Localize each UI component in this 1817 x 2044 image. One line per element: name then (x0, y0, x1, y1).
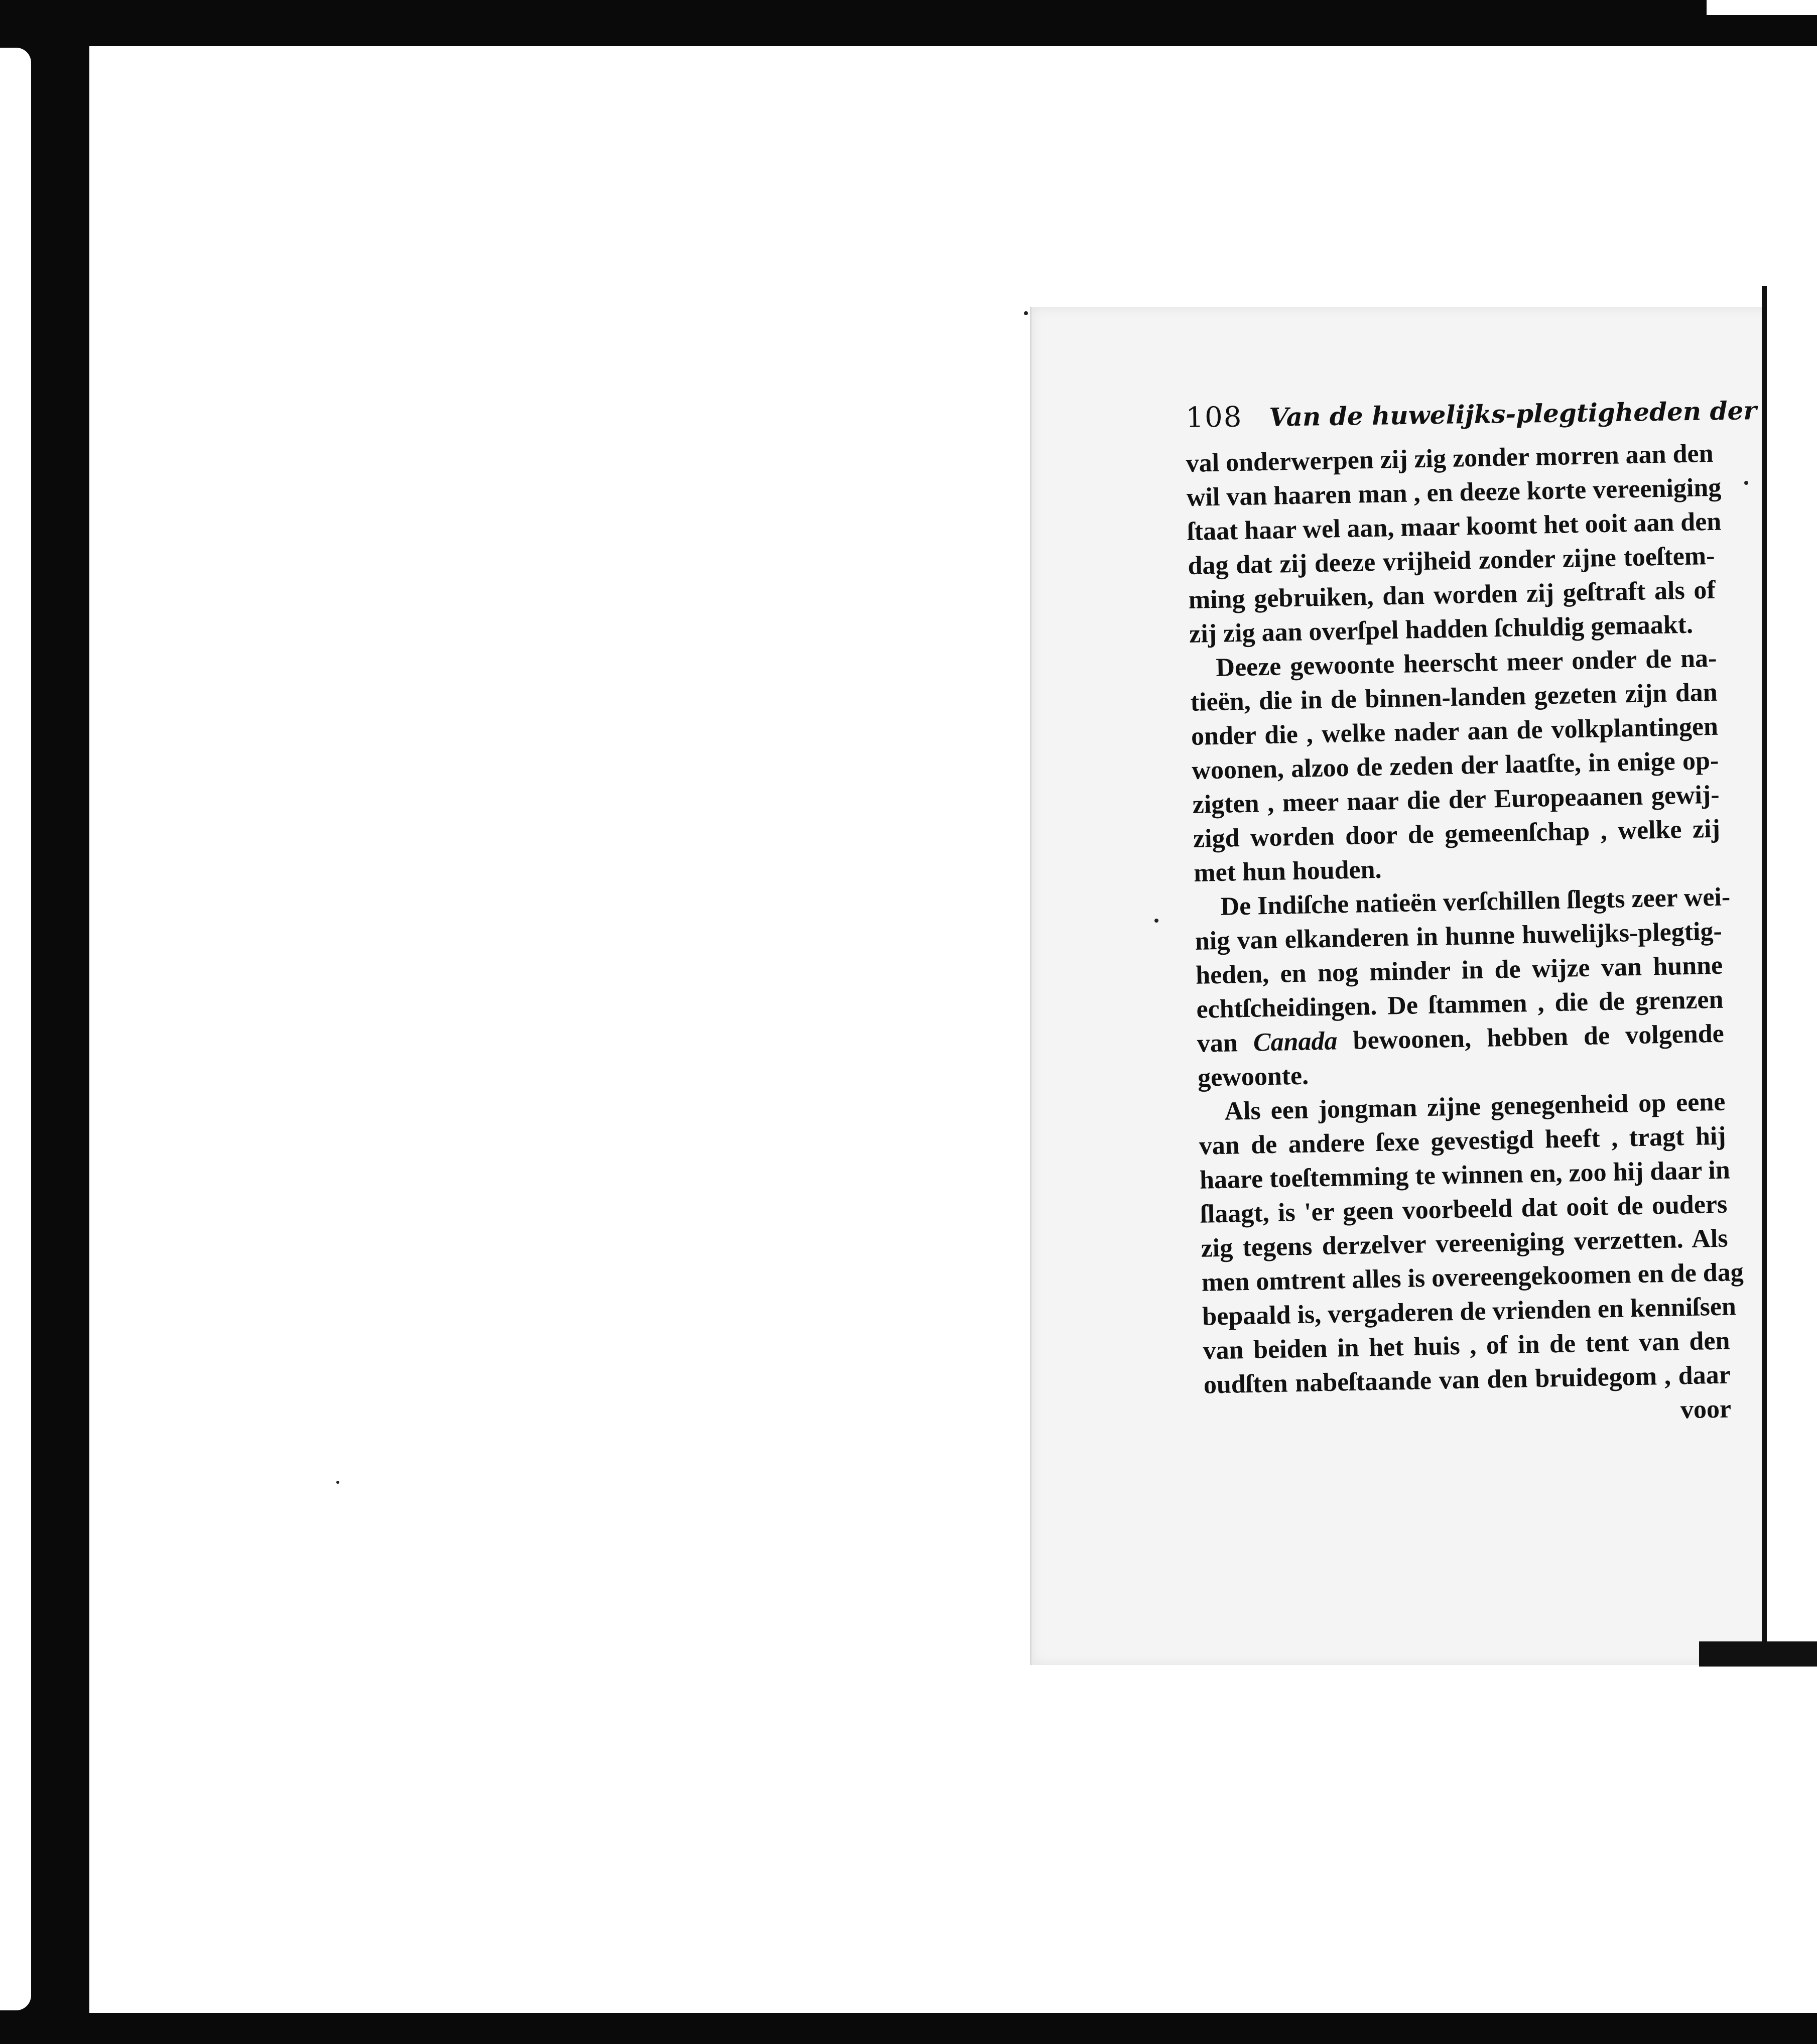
text-line: val onderwerpen zij zig zonder morren aan den (1186, 439, 1714, 478)
running-head (1186, 395, 1757, 442)
running-head-title: Van de huwelijks-plegtigheden der (1269, 396, 1757, 432)
dust-speck (1154, 919, 1158, 923)
paragraph-4 (1198, 1085, 1744, 1402)
text-fragment: van (1197, 1029, 1238, 1058)
text-line: zig tegens derzelver vereeniging verzetten. Als (1201, 1224, 1729, 1263)
page-gutter (1762, 286, 1817, 1667)
text-line: ſtaat haar wel aan, maar koomt het ooit aan den (1187, 507, 1722, 546)
text-line: zij zig aan overſpel hadden ſchuldig gemaakt. (1189, 610, 1694, 649)
text-line: men omtrent alles is overeengekoomen en de dag (1201, 1257, 1744, 1297)
text-line: van de andere ſexe gevestigd heeft , tragt hij (1199, 1121, 1727, 1161)
text-line: nig van elkanderen in hunne huwelijks-plegtig- (1195, 917, 1723, 956)
text-line: ſlaagt, is 'er geen voorbeeld dat ooit de ouders (1200, 1190, 1728, 1229)
dust-speck (1024, 311, 1028, 315)
paragraph-1 (1186, 437, 1722, 652)
text-fragment: bewoonen, hebben de volgende (1353, 1019, 1725, 1055)
text-line: zigd worden door de gemeenſchap , welke zij (1193, 814, 1721, 853)
page-number: 108 (1186, 401, 1243, 434)
text-line: dag dat zij deeze vrijheid zonder zijne toeſtem- (1188, 541, 1715, 580)
text-line: De Indiſche natieën verſchillen ſlegts zeer wei- (1220, 882, 1731, 921)
place-name: Canada (1253, 1027, 1338, 1057)
text-line: heden, en nog minder in de wijze van hunne (1195, 951, 1723, 990)
film-edge-notch (1707, 0, 1817, 15)
text-line: zigten , meer naar die der Europeaanen gewij- (1192, 780, 1720, 819)
text-line: met hun houden. (1193, 855, 1382, 887)
text-line: haare toeſtemming te winnen en, zoo hij daar in (1199, 1156, 1731, 1195)
dust-speck (1744, 481, 1748, 485)
text-line: onder die , welke nader aan de volkplantingen (1191, 712, 1719, 751)
text-line: ming gebruiken, dan worden zij geſtraft als of (1188, 575, 1716, 614)
text-line: Als een jongman zijne genegenheid op eene (1224, 1087, 1726, 1126)
paragraph-3 (1194, 880, 1731, 1095)
catchword: voor (1680, 1394, 1732, 1425)
text-line: woonen, alzoo de zeden der laatſte, in enige op- (1191, 746, 1719, 785)
text-line: bepaald is, vergaderen de vrienden en kenniſsen (1202, 1292, 1737, 1331)
text-line: echtſcheidingen. De ſtammen , die de grenzen (1196, 985, 1724, 1024)
text-line: Deeze gewoonte heerscht meer onder de na- (1215, 644, 1717, 682)
text-line: wil van haaren man , en deeze korte vereeniging (1186, 473, 1722, 512)
dust-speck (336, 1481, 339, 1484)
paragraph-2 (1190, 642, 1721, 890)
film-edge-strip (0, 48, 31, 2010)
text-line: gewoonte. (1197, 1061, 1309, 1092)
text-line: van beiden in het huis , of in de tent van den (1203, 1326, 1730, 1365)
film-border-bottom (0, 2013, 1817, 2044)
text-line: oudſten nabeſtaande van den bruidegom , daar (1203, 1360, 1731, 1399)
film-border-top (0, 0, 1817, 46)
page-body-text (1186, 437, 1744, 1437)
page-edge-tab (1699, 1641, 1817, 1667)
text-line: tieën, die in de binnen-landen gezeten zijn dan (1190, 678, 1718, 717)
